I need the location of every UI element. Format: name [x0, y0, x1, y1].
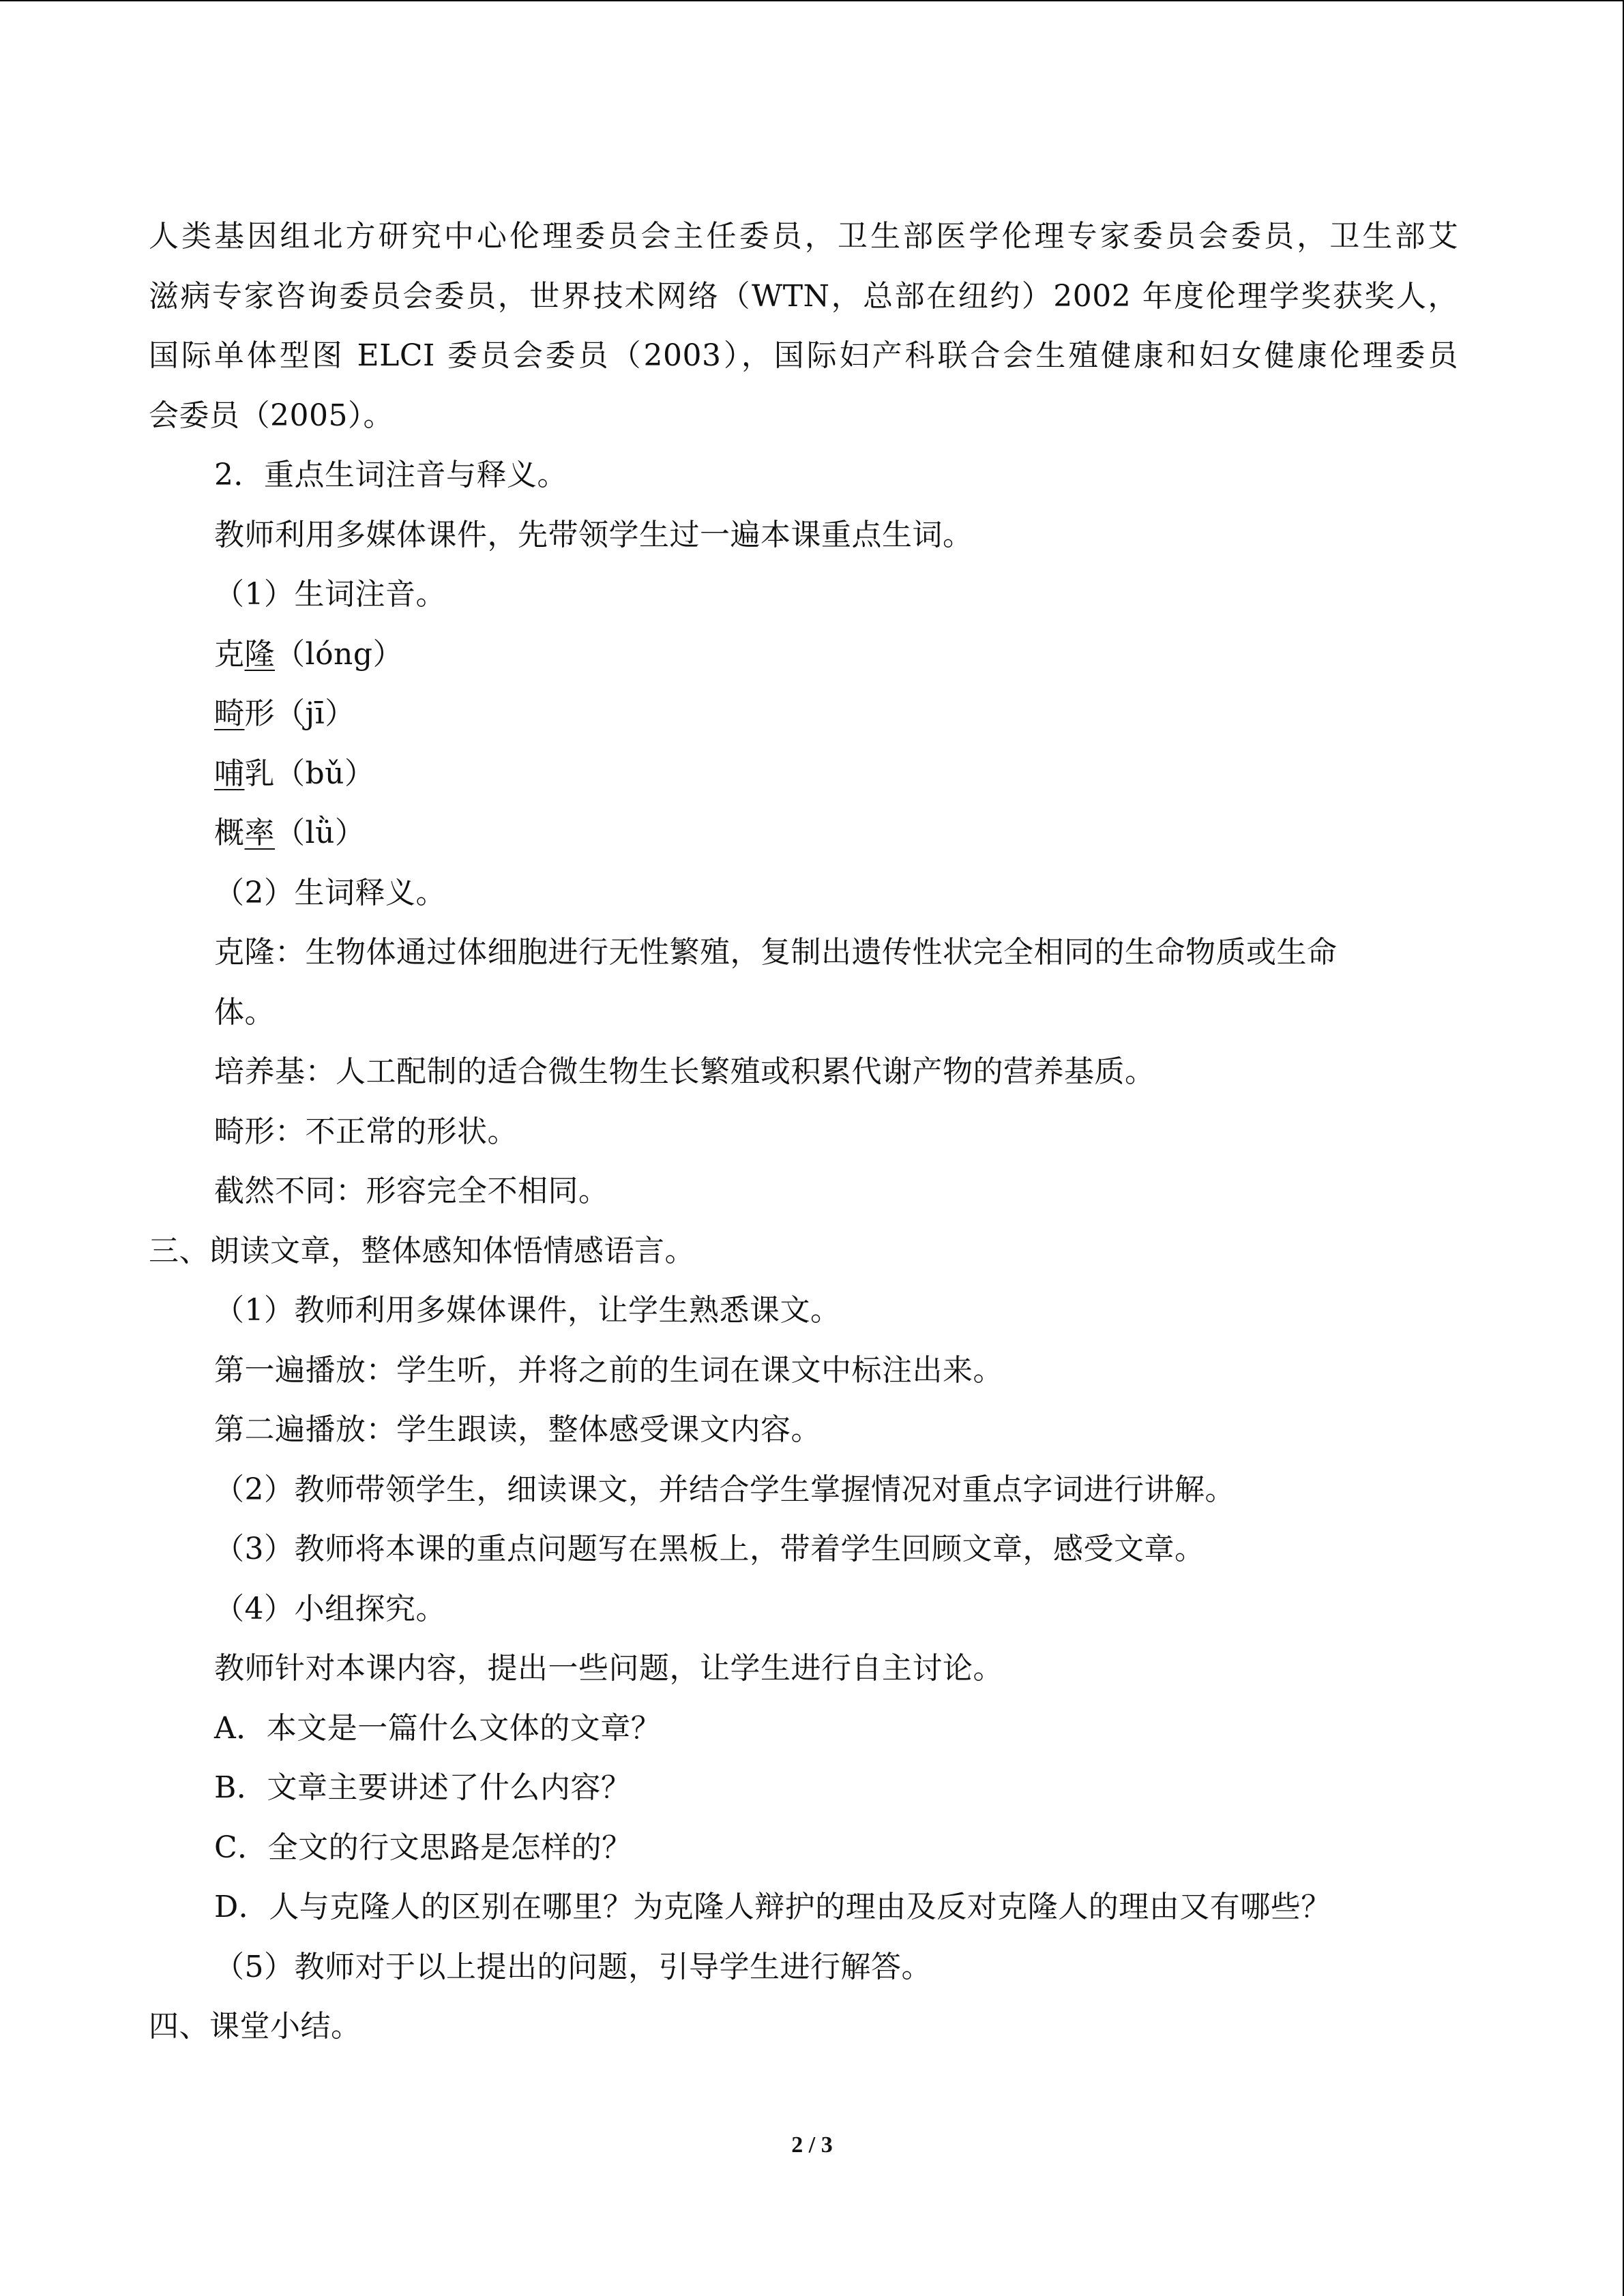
intro-line: 国际单体型图 ELCI 委员会委员（2003），国际妇产科联合会生殖健康和妇女健康伦理委员 [149, 338, 1458, 373]
definition-line: 畸形：不正常的形状。 [214, 1114, 518, 1149]
section-3-line: （2）教师带领学生，细读课文，并结合学生掌握情况对重点字词进行讲解。 [214, 1472, 1235, 1507]
section-3-line: （3）教师将本课的重点问题写在黑板上，带着学生回顾文章，感受文章。 [214, 1532, 1205, 1566]
question-item: C．全文的行文思路是怎样的？ [214, 1830, 632, 1865]
pronunciation-item: 克隆（lóng） [214, 636, 404, 672]
pronunciation-item: 概率（lǜ） [214, 816, 366, 850]
section-2-heading: 2．重点生词注音与释义。 [214, 458, 567, 492]
document-body [149, 207, 1458, 2057]
intro-line: 人类基因组北方研究中心伦理委员会主任委员，卫生部医学伦理专家委员会委员，卫生部艾 [149, 219, 1458, 254]
definition-heading: （2）生词释义。 [214, 875, 446, 910]
pronunciation-heading: （1）生词注音。 [214, 577, 446, 612]
definition-line: 培养基：人工配制的适合微生物生长繁殖或积累代谢产物的营养基质。 [214, 1054, 1155, 1089]
question-item: B．文章主要讲述了什么内容？ [214, 1770, 632, 1805]
pronunciation-item: 畸形（jī） [214, 696, 355, 731]
intro-line: 会委员（2005）。 [149, 398, 394, 433]
section-4-heading: 四、课堂小结。 [149, 2009, 361, 2044]
definition-line: 克隆：生物体通过体细胞进行无性繁殖，复制出遗传性状完全相同的生命物质或生命 [214, 935, 1338, 970]
section-3-line: （4）小组探究。 [214, 1591, 446, 1626]
definition-line: 截然不同：形容完全不相同。 [214, 1174, 609, 1208]
definition-line: 体。 [214, 994, 275, 1030]
section-3-heading: 三、朗读文章，整体感知体悟情感语言。 [149, 1233, 695, 1268]
section-3-line: 教师针对本课内容，提出一些问题，让学生进行自主讨论。 [214, 1651, 1003, 1686]
intro-line: 滋病专家咨询委员会委员，世界技术网络（WTN，总部在纽约）2002 年度伦理学奖获奖人， [149, 278, 1458, 314]
question-item: D．人与克隆人的区别在哪里？为克隆人辩护的理由及反对克隆人的理由又有哪些？ [214, 1890, 1331, 1924]
section-3-line: （5）教师对于以上提出的问题，引导学生进行解答。 [214, 1949, 932, 1984]
section-2-intro: 教师利用多媒体课件，先带领学生过一遍本课重点生词。 [214, 517, 973, 552]
section-3-line: 第二遍播放：学生跟读，整体感受课文内容。 [214, 1412, 821, 1447]
question-item: A．本文是一篇什么文体的文章？ [214, 1710, 662, 1746]
section-3-line: 第一遍播放：学生听，并将之前的生词在课文中标注出来。 [214, 1352, 1003, 1388]
pronunciation-item: 哺乳（bǔ） [214, 756, 375, 791]
page-number: 2 / 3 [791, 2132, 833, 2158]
section-3-line: （1）教师利用多媒体课件，让学生熟悉课文。 [214, 1293, 841, 1328]
